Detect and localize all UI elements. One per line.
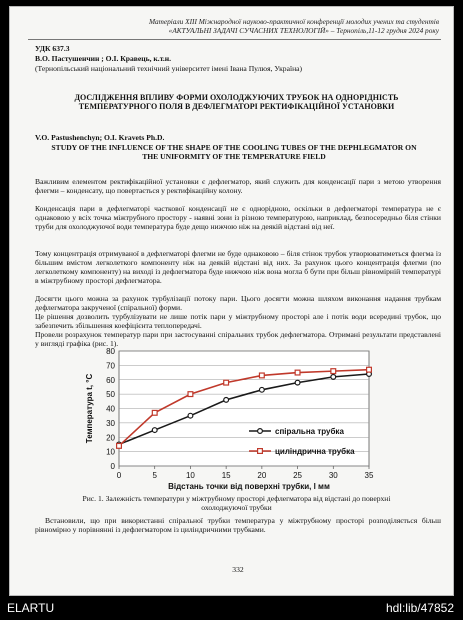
y-tick-label: 80 <box>106 347 115 356</box>
conclusion-paragraph: Встановили, що при використанні спіральної трубки температура у міжтрубному просторі розподіляється більш рівномірно у порівнянні із дефлегматором із циліндричними трубками. <box>35 516 441 535</box>
data-point <box>331 369 336 374</box>
paragraph-2: Конденсація пари в дефлегматорі часткової конденсації не є однорідною, оскільки в дефлегматорі температура не є однаковою у всіх точка міжтрубного простору - наявні зони із різною температурою, наприклад, безпосередньо біля стінки труби для охолоджуючої води температура буде дещо нижчою ніж на деякій відстані від неї. <box>35 204 441 232</box>
y-tick-label: 60 <box>106 375 115 385</box>
data-point <box>367 367 372 372</box>
paragraph-3: Тому концентрація отримуваної в дефлегматорі флегми не буде однаковою – біля стінок трубок утворюватиметься флегма із більшим вмістом легколеткого компоненту ніж на деякій відстані від них. За рахунок цього концентрація флегми (по легколеткому компоненту) на виході із дефлегматора буде нижчою ніж вона могла б бути при більш рівномірній температурі в міжтрубному просторі дефлегматора. <box>35 249 441 286</box>
header-divider <box>28 39 441 40</box>
title-ua: ДОСЛІДЖЕННЯ ВПЛИВУ ФОРМИ ОХОЛОДЖУЮЧИХ ТРУБОК НА ОДНОРІДНІСТЬ ТЕМПЕРАТУРНОГО ПОЛЯ В ДЕФЛЕГМАТОРІ РЕКТИФІКАЦІЙНОЇ УСТАНОВКИ <box>74 93 399 112</box>
y-tick-label: 70 <box>106 361 115 371</box>
data-point <box>152 428 157 433</box>
udc-code: УДК 637.3 <box>35 44 70 53</box>
paragraph-4: Досягти цього можна за рахунок турбулізації потоку пари. Цього досягти можна шляхом виконання надання трубкам дефлегматора закрученої (спіральної) форми. <box>35 294 441 313</box>
data-point <box>188 392 193 397</box>
x-tick-label: 10 <box>185 471 195 480</box>
y-tick-label: 20 <box>106 433 115 443</box>
legend-marker <box>258 429 263 434</box>
footer-bar <box>0 596 463 620</box>
affiliation-ua: (Тернопільський національний технічний університет імені Івана Пулюя, Україна) <box>35 64 303 73</box>
y-tick-label: 30 <box>106 418 115 428</box>
legend-label-1: спіральна трубка <box>275 427 344 436</box>
x-tick-label: 0 <box>116 471 122 480</box>
document-page <box>9 6 454 596</box>
y-tick-label: 40 <box>106 404 115 414</box>
x-tick-label: 20 <box>257 471 267 480</box>
y-tick-label: 50 <box>106 390 115 400</box>
data-point <box>259 387 264 392</box>
temperature-chart <box>64 343 384 495</box>
header-line-2: «АКТУАЛЬНІ ЗАДАЧІ СУЧАСНИХ ТЕХНОЛОГІЙ» – Тернопіль,11-12 грудня 2024 року <box>168 26 439 35</box>
authors-ua: В.О. Пастушенчин ; О.І. Кравець, к.т.н. <box>35 54 172 63</box>
title-en: STUDY OF THE INFLUENCE OF THE SHAPE OF THE COOLING TUBES OF THE DEPHLEGMATOR ON THE UNIFORMITY OF THE TEMPERATURE FIELD <box>51 143 417 162</box>
y-axis-label: Температура t, °C <box>85 373 94 444</box>
authors-en: V.O. Pastushenchyn; O.I. Kravets Ph.D. <box>35 133 165 142</box>
x-tick-label: 15 <box>221 471 231 480</box>
paragraph-1: Важливим елементом ректифікаційної установки є дефлегматор, який служить для конденсації пари з метою утворення флегми – конденсату, що повертається у ректифікаційну колону. <box>35 177 441 196</box>
figure-caption: Рис. 1. Залежність температури у міжтрубному просторі дефлегматора від відстані до поверхні охолоджуючої трубки <box>82 494 391 513</box>
footer-repository: ELARTU <box>7 601 55 615</box>
footer-handle: hdl:lib/47852 <box>385 601 454 615</box>
legend-marker <box>258 449 263 454</box>
data-point <box>224 380 229 385</box>
data-point <box>259 373 264 378</box>
data-point <box>295 370 300 375</box>
header-line-1: Матеріали XIII Міжнародної науково-практичної конференції молодих учених та студентів <box>149 17 439 26</box>
data-point <box>224 397 229 402</box>
legend-label-2: циліндрична трубка <box>275 447 355 456</box>
page-number: 332 <box>232 565 244 574</box>
conference-header <box>32 17 439 35</box>
data-point <box>152 410 157 415</box>
x-tick-label: 25 <box>293 471 303 480</box>
x-tick-label: 5 <box>152 471 157 480</box>
x-axis-label: Відстань точки від поверхні трубки, l мм <box>168 482 330 491</box>
y-tick-label: 10 <box>106 447 115 457</box>
data-point <box>117 443 122 448</box>
data-point <box>188 413 193 418</box>
paragraph-5: Це рішення дозволить турбулізувати не лише потік пари у міжтрубному просторі але і потік води всередині трубок, що забезпечить збільшення коефіцієнта теплопередачі. <box>35 312 441 331</box>
x-tick-label: 35 <box>364 471 374 480</box>
paragraph-6: Провели розрахунок температур пари при застосуванні спіральних трубок дефлегматора. Отримані результати представлені у вигляді графіка (рис. 1). <box>35 330 441 349</box>
data-point <box>295 380 300 385</box>
y-tick-label: 0 <box>110 462 115 471</box>
x-tick-label: 30 <box>328 471 338 480</box>
data-point <box>331 374 336 379</box>
